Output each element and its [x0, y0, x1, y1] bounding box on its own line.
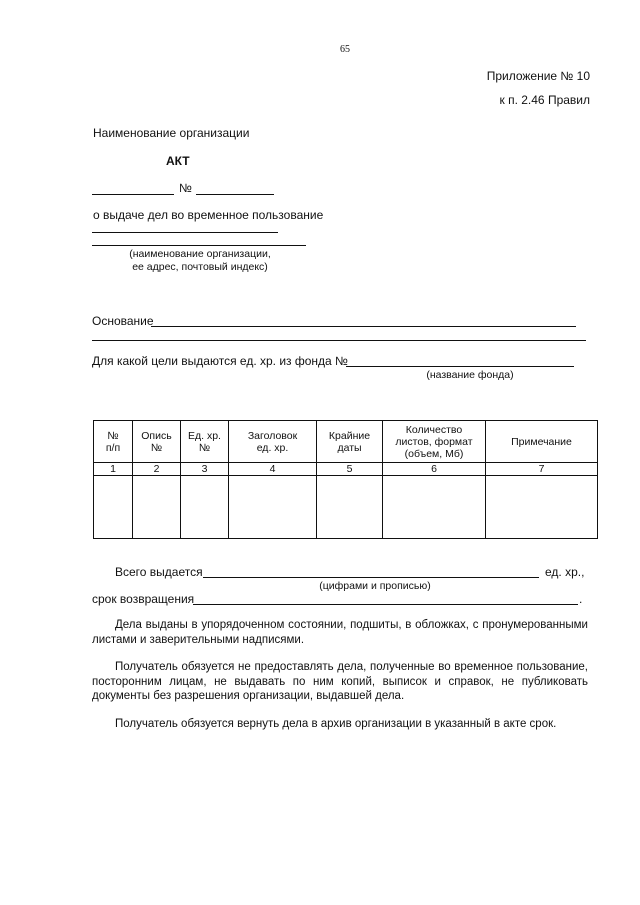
- table-cell: [181, 476, 229, 539]
- return-label: срок возвращения: [92, 592, 195, 606]
- table-cell: [486, 476, 598, 539]
- col-number: 5: [317, 463, 383, 476]
- paragraph-condition: Дела выданы в упорядоченном состоянии, подшиты, в обложках, с пронумерованными листами и заверительными надписями.: [92, 619, 588, 646]
- total-label: Всего выдается: [115, 565, 203, 579]
- total-caption: (цифрами и прописью): [319, 580, 431, 592]
- appendix-title: Приложение № 10: [486, 69, 590, 83]
- col-number: 3: [181, 463, 229, 476]
- col-number: 6: [383, 463, 486, 476]
- act-number-line: [196, 194, 274, 195]
- col-header-note: Примечание: [486, 421, 598, 463]
- basis-label: Основание: [92, 314, 154, 328]
- col-number: 2: [133, 463, 181, 476]
- acts-table: [93, 420, 598, 539]
- col-header-unit-title: Заголовок ед. хр.: [229, 421, 317, 463]
- col-header-dates: Крайние даты: [317, 421, 383, 463]
- table-header-row: [94, 421, 598, 463]
- col-number: 1: [94, 463, 133, 476]
- col-header-storage-unit: Ед. хр. №: [181, 421, 229, 463]
- col-number: 7: [486, 463, 598, 476]
- fund-line: [346, 366, 574, 367]
- recipient-caption-1: (наименование организации,: [129, 248, 271, 260]
- act-subject: о выдаче дел во временное пользование: [93, 208, 324, 222]
- table-cell: [317, 476, 383, 539]
- table-cell: [383, 476, 486, 539]
- act-title: АКТ: [166, 154, 190, 168]
- col-number: 4: [229, 463, 317, 476]
- org-label: Наименование организации: [93, 126, 250, 140]
- col-header-index: № п/п: [94, 421, 133, 463]
- basis-line: [151, 326, 576, 327]
- return-line: [193, 604, 578, 605]
- appendix-reference: к п. 2.46 Правил: [499, 93, 590, 107]
- table-cell: [94, 476, 133, 539]
- recipient-line-2: [92, 245, 306, 246]
- purpose-label: Для какой цели выдаются ед. хр. из фонда №: [92, 354, 348, 368]
- total-unit: ед. хр.,: [545, 565, 585, 579]
- recipient-line-1: [92, 232, 278, 233]
- col-header-inventory: Опись №: [133, 421, 181, 463]
- recipient-caption-2: ее адрес, почтовый индекс): [132, 261, 268, 273]
- fund-caption: (название фонда): [426, 369, 514, 381]
- table-cell: [133, 476, 181, 539]
- paragraph-obligation: Получатель обязуется не предоставлять дела, полученные во временное пользование, посторонним лицам, не выдавать по ним копий, выписок и справок, не публиковать документы без разрешения организации, выдавшей дела.: [92, 661, 588, 702]
- page-number: 65: [340, 44, 350, 55]
- table-number-row: [94, 463, 598, 476]
- basis-line-2: [92, 340, 586, 341]
- act-date-line: [92, 194, 174, 195]
- table-empty-row: [94, 476, 598, 539]
- total-line: [203, 577, 539, 578]
- table-cell: [229, 476, 317, 539]
- paragraph-return: Получатель обязуется вернуть дела в архив организации в указанный в акте срок.: [115, 718, 557, 730]
- number-sign: №: [179, 181, 192, 195]
- col-header-sheet-count: Количество листов, формат (объем, Мб): [383, 421, 486, 463]
- return-end: .: [579, 592, 583, 606]
